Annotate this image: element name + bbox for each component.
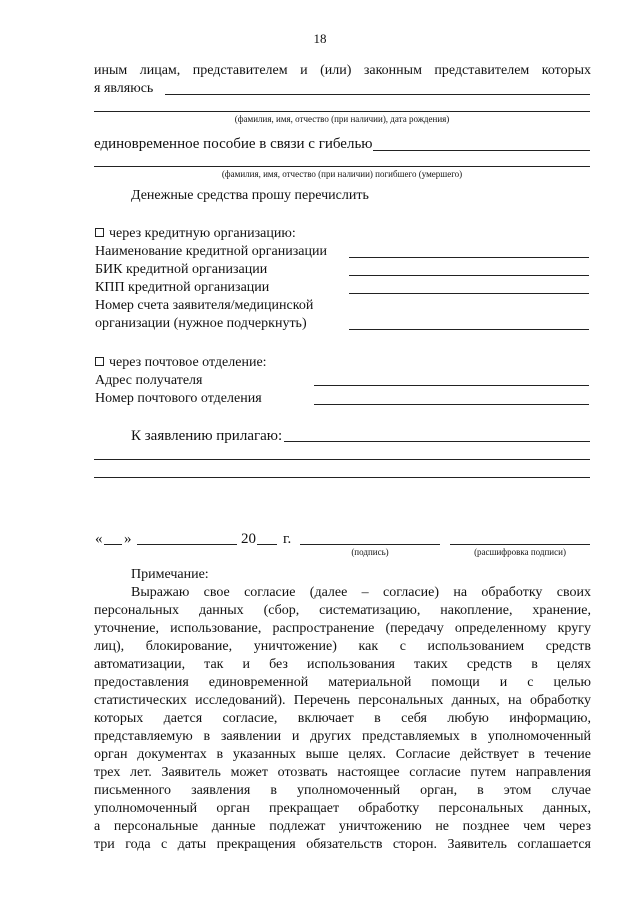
address-field[interactable] (314, 385, 589, 386)
text-line-3: единовременное пособие в связи с гибелью (94, 136, 373, 152)
year-suffix: г. (283, 531, 292, 547)
note-title: Примечание: (131, 567, 209, 582)
deceased-underline (373, 150, 590, 151)
post-option[interactable] (95, 354, 267, 372)
bik-field[interactable] (349, 275, 589, 276)
post-heading: через почтовое отделение: (109, 355, 267, 370)
decode-caption: (расшифровка подписи) (474, 547, 566, 557)
attachments-line-2[interactable] (94, 459, 590, 460)
attachments-line-3[interactable] (94, 477, 590, 478)
year-prefix: 20 (241, 531, 256, 547)
note-line: а персональные данные подлежат уничтожению не позднее чем через (94, 819, 591, 834)
bank-name-label: Наименование кредитной организации (95, 244, 327, 259)
account-label-2: организации (нужное подчеркнуть) (95, 316, 307, 331)
note-line: лиц), блокирование, уничтожение) как с использованием средств (94, 639, 591, 654)
applicant-underline-2 (94, 111, 590, 112)
bik-label: БИК кредитной организации (95, 262, 268, 277)
note-line: автоматизации, так и без использования таких средств в целях (94, 657, 591, 672)
bank-option[interactable] (95, 225, 296, 243)
caption-deceased: (фамилия, имя, отчество (при наличии) погибшего (умершего) (221, 169, 463, 179)
post-office-field[interactable] (314, 404, 589, 405)
page-number: 18 (313, 31, 327, 46)
date-open-quote: « (95, 531, 103, 547)
account-field[interactable] (349, 329, 589, 330)
signature-caption: (подпись) (351, 547, 389, 557)
caption-applicant: (фамилия, имя, отчество (при наличии), дата рождения) (234, 114, 450, 124)
attachments-label: К заявлению прилагаю: (131, 428, 283, 444)
date-month-field[interactable] (137, 544, 237, 545)
kpp-field[interactable] (349, 293, 589, 294)
bank-checkbox[interactable] (95, 228, 104, 237)
text-line-2: я являюсь (94, 81, 154, 96)
bank-heading: через кредитную организацию: (109, 226, 296, 241)
signature-field[interactable] (300, 544, 440, 545)
text-line-1: иным лицам, представителем и (или) законным представителем которых (94, 63, 591, 78)
note-line: три года с даты прекращения обязательств сторон. Заявитель соглашается (94, 837, 591, 852)
date-year-field[interactable] (257, 544, 277, 545)
note-line: предоставления единовременной материальной помощи и с целью (94, 675, 591, 690)
deceased-underline-2 (94, 166, 590, 167)
applicant-underline (165, 94, 590, 95)
bank-name-field[interactable] (349, 257, 589, 258)
date-close-quote: » (124, 531, 132, 547)
note-line: уточнение, использование, распространение (передачу определенному кругу (94, 621, 591, 636)
post-office-label: Номер почтового отделения (95, 391, 262, 406)
attachments-field[interactable] (284, 441, 590, 442)
date-day-field[interactable] (104, 544, 122, 545)
transfer-text: Денежные средства прошу перечислить (131, 188, 369, 203)
note-line: статистических исследований). Перечень персональных данных, на обработку (94, 693, 591, 708)
note-line: орган документах в указанных выше целях. Согласие действует в течение (94, 747, 591, 762)
note-line: которых дается согласие, включает в себя любую информацию, (94, 711, 591, 726)
note-line: трех лет. Заявитель может отозвать настоящее согласие путем направления (94, 765, 591, 780)
account-label-1: Номер счета заявителя/медицинской (95, 298, 314, 313)
note-line: персональных данных (сбор, систематизацию, накопление, хранение, (94, 603, 591, 618)
note-line: уполномоченный орган прекращает обработку персональных данных, (94, 801, 591, 816)
signature-decode-field[interactable] (450, 544, 590, 545)
kpp-label: КПП кредитной организации (95, 280, 270, 295)
note-line: представляемую в заявлении и других представляемых в уполномоченный (94, 729, 591, 744)
note-line: письменного заявления в уполномоченный орган, в этом случае (94, 783, 591, 798)
address-label: Адрес получателя (95, 373, 203, 388)
note-line: Выражаю свое согласие (далее – согласие) на обработку своих (131, 585, 591, 600)
post-checkbox[interactable] (95, 357, 104, 366)
